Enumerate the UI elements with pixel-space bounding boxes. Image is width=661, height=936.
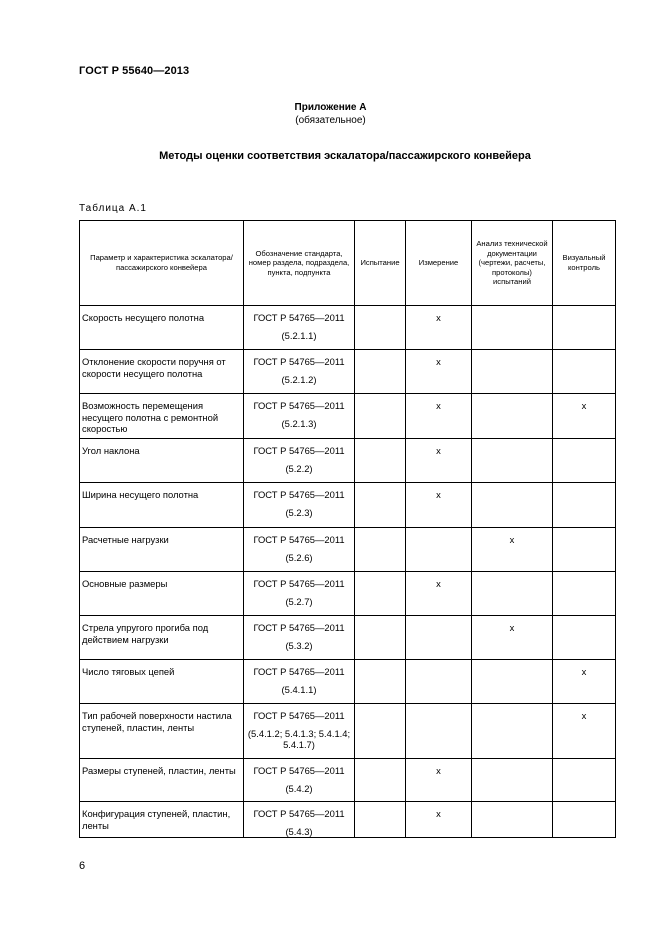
standard-cell bbox=[244, 350, 355, 394]
measurement-cell: x bbox=[406, 394, 472, 439]
standard-clause: (5.4.2) bbox=[285, 782, 313, 794]
standard-designation: ГОСТ Р 54765—2011 bbox=[253, 666, 345, 677]
standard-cell bbox=[244, 439, 355, 483]
test-cell bbox=[355, 572, 406, 616]
measurement-cell: x bbox=[406, 802, 472, 838]
standard-cell bbox=[244, 528, 355, 572]
parameter-cell: Ширина несущего полотна bbox=[80, 483, 244, 528]
visual-cell bbox=[553, 350, 616, 394]
standard-designation: ГОСТ Р 54765—2011 bbox=[253, 356, 345, 367]
visual-cell: x bbox=[553, 394, 616, 439]
standard-cell bbox=[244, 802, 355, 838]
standard-clause: (5.4.1.1) bbox=[281, 683, 317, 695]
analysis-cell bbox=[472, 572, 553, 616]
table-row bbox=[80, 660, 616, 704]
measurement-cell: x bbox=[406, 483, 472, 528]
test-cell bbox=[355, 439, 406, 483]
standard-clause: (5.4.3) bbox=[285, 825, 313, 837]
standard-cell bbox=[244, 572, 355, 616]
standard-cell bbox=[244, 704, 355, 759]
standard-designation: ГОСТ Р 54765—2011 bbox=[253, 400, 345, 411]
analysis-cell: x bbox=[472, 616, 553, 660]
col-header-measurement: Измерение bbox=[406, 221, 472, 306]
table-header-row bbox=[80, 221, 616, 306]
standard-clause: (5.2.1.3) bbox=[281, 417, 317, 429]
visual-cell bbox=[553, 439, 616, 483]
visual-cell bbox=[553, 528, 616, 572]
parameter-cell: Конфигурация ступеней, пластин, ленты bbox=[80, 802, 244, 838]
analysis-cell bbox=[472, 306, 553, 350]
page-title: Методы оценки соответствия эскалатора/пассажирского конвейера bbox=[159, 150, 531, 162]
standard-clause: (5.2.2) bbox=[285, 462, 313, 474]
parameter-cell: Стрела упругого прогиба под действием нагрузки bbox=[80, 616, 244, 660]
standard-designation: ГОСТ Р 54765—2011 bbox=[253, 622, 345, 633]
analysis-cell bbox=[472, 660, 553, 704]
test-cell bbox=[355, 802, 406, 838]
table-row bbox=[80, 572, 616, 616]
standard-clause: (5.3.2) bbox=[285, 639, 313, 651]
col-header-analysis: Анализ технической документации (чертежи, расчеты, протоколы) испытаний bbox=[472, 221, 553, 306]
test-cell bbox=[355, 759, 406, 802]
standard-clause: (5.2.6) bbox=[285, 551, 313, 563]
analysis-cell: x bbox=[472, 528, 553, 572]
visual-cell bbox=[553, 572, 616, 616]
standard-clause: (5.4.1.2; 5.4.1.3; 5.4.1.4; 5.4.1.7) bbox=[247, 727, 351, 750]
col-header-visual: Визуальный контроль bbox=[553, 221, 616, 306]
standard-cell bbox=[244, 759, 355, 802]
visual-cell bbox=[553, 759, 616, 802]
page-number: 6 bbox=[79, 860, 86, 872]
standard-cell bbox=[244, 306, 355, 350]
table-body bbox=[80, 306, 616, 838]
parameter-cell: Расчетные нагрузки bbox=[80, 528, 244, 572]
visual-cell: x bbox=[553, 660, 616, 704]
standard-clause: (5.2.7) bbox=[285, 595, 313, 607]
appendix-title: Приложение А bbox=[294, 102, 367, 113]
parameter-cell: Отклонение скорости поручня от скорости несущего полотна bbox=[80, 350, 244, 394]
table-row bbox=[80, 394, 616, 439]
measurement-cell bbox=[406, 528, 472, 572]
table-row bbox=[80, 483, 616, 528]
standard-clause: (5.2.3) bbox=[285, 506, 313, 518]
visual-cell: x bbox=[553, 704, 616, 759]
standard-designation: ГОСТ Р 54765—2011 bbox=[253, 578, 345, 589]
analysis-cell bbox=[472, 350, 553, 394]
measurement-cell: x bbox=[406, 439, 472, 483]
table-row bbox=[80, 759, 616, 802]
appendix-status: (обязательное) bbox=[295, 115, 366, 126]
standard-cell bbox=[244, 483, 355, 528]
analysis-cell bbox=[472, 759, 553, 802]
analysis-cell bbox=[472, 704, 553, 759]
test-cell bbox=[355, 350, 406, 394]
measurement-cell: x bbox=[406, 350, 472, 394]
standard-designation: ГОСТ Р 54765—2011 bbox=[253, 445, 345, 456]
parameter-cell: Возможность перемещения несущего полотна с ремонтной скоростью bbox=[80, 394, 244, 439]
standard-cell bbox=[244, 616, 355, 660]
visual-cell bbox=[553, 306, 616, 350]
standard-clause: (5.2.1.2) bbox=[281, 373, 317, 385]
appendix-heading bbox=[0, 101, 661, 127]
parameter-cell: Тип рабочей поверхности настила ступеней, пластин, ленты bbox=[80, 704, 244, 759]
standard-cell bbox=[244, 394, 355, 439]
measurement-cell: x bbox=[406, 759, 472, 802]
test-cell bbox=[355, 704, 406, 759]
test-cell bbox=[355, 306, 406, 350]
table-row bbox=[80, 439, 616, 483]
measurement-cell: x bbox=[406, 306, 472, 350]
col-header-test: Испытание bbox=[355, 221, 406, 306]
standard-designation: ГОСТ Р 54765—2011 bbox=[253, 765, 345, 776]
parameter-cell: Скорость несущего полотна bbox=[80, 306, 244, 350]
standard-designation: ГОСТ Р 54765—2011 bbox=[253, 489, 345, 500]
standard-designation: ГОСТ Р 54765—2011 bbox=[253, 808, 345, 819]
table-row bbox=[80, 802, 616, 838]
parameter-cell: Угол наклона bbox=[80, 439, 244, 483]
col-header-standard: Обозначение стандарта, номер раздела, подраздела, пункта, подпункта bbox=[244, 221, 355, 306]
standard-cell bbox=[244, 660, 355, 704]
visual-cell bbox=[553, 802, 616, 838]
visual-cell bbox=[553, 483, 616, 528]
table-row bbox=[80, 306, 616, 350]
test-cell bbox=[355, 528, 406, 572]
measurement-cell bbox=[406, 616, 472, 660]
document-header: ГОСТ Р 55640—2013 bbox=[79, 65, 190, 77]
analysis-cell bbox=[472, 439, 553, 483]
visual-cell bbox=[553, 616, 616, 660]
test-cell bbox=[355, 660, 406, 704]
test-cell bbox=[355, 483, 406, 528]
standard-clause: (5.2.1.1) bbox=[281, 329, 317, 341]
standard-designation: ГОСТ Р 54765—2011 bbox=[253, 534, 345, 545]
measurement-cell bbox=[406, 660, 472, 704]
standard-designation: ГОСТ Р 54765—2011 bbox=[253, 312, 345, 323]
table-row bbox=[80, 528, 616, 572]
analysis-cell bbox=[472, 802, 553, 838]
parameter-cell: Число тяговых цепей bbox=[80, 660, 244, 704]
table-row bbox=[80, 350, 616, 394]
col-header-parameter: Параметр и характеристика эскалатора/пассажирского конвейера bbox=[80, 221, 244, 306]
analysis-cell bbox=[472, 483, 553, 528]
parameter-cell: Основные размеры bbox=[80, 572, 244, 616]
assessment-table bbox=[79, 220, 616, 838]
table-row bbox=[80, 616, 616, 660]
test-cell bbox=[355, 616, 406, 660]
parameter-cell: Размеры ступеней, пластин, ленты bbox=[80, 759, 244, 802]
table-caption: Таблица А.1 bbox=[79, 203, 147, 214]
measurement-cell: x bbox=[406, 572, 472, 616]
table-row bbox=[80, 704, 616, 759]
analysis-cell bbox=[472, 394, 553, 439]
standard-designation: ГОСТ Р 54765—2011 bbox=[253, 710, 345, 721]
measurement-cell bbox=[406, 704, 472, 759]
test-cell bbox=[355, 394, 406, 439]
